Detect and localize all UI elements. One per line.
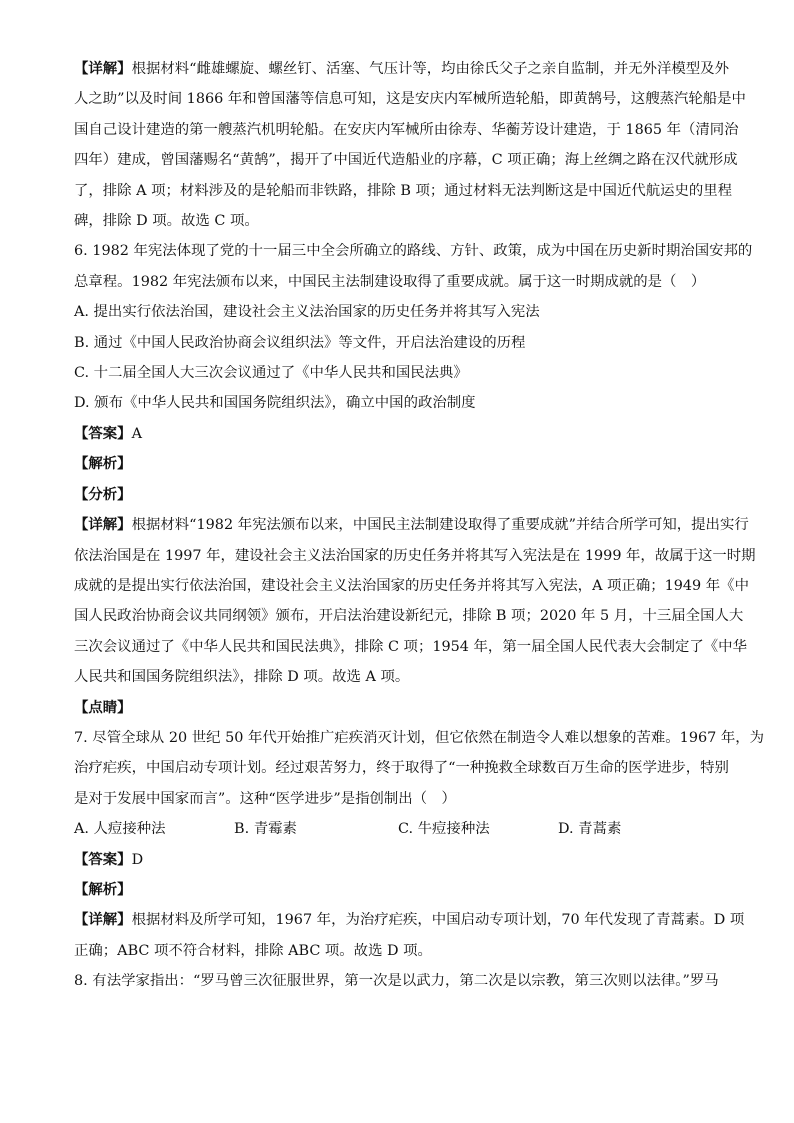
q7-answer-value: D — [131, 851, 144, 868]
q6-detail-line-2: 依法治国是在 1997 年，建设社会主义法治国家的历史任务并将其写入宪法是在 1999 年，故属于这一时期 — [74, 547, 756, 564]
q6-detail-line-4: 国人民政治协商会议共同纲领》颁布，开启法治建设新纪元，排除 B 项；2020 年 5 月，十三届全国人大 — [74, 608, 744, 625]
q6-fenxi-tag: 【分析】 — [74, 486, 132, 503]
q6-detail-line-1: 【详解】根据材料“1982 年宪法颁布以来，中国民主法制建设取得了重要成就”并结合所学可知，提出实行 — [74, 517, 749, 534]
detail-tag: 【详解】 — [74, 912, 132, 929]
q6-analysis-tag: 【解析】 — [74, 456, 132, 473]
q7-stem — [74, 723, 765, 814]
q7-option-c: C. 牛痘接种法 — [398, 821, 490, 838]
q7-stem-line-1: 7. 尽管全球从 20 世纪 50 年代开始推广疟疾消灭计划，但它依然在制造令人难以想象的苦难。1967 年，为 — [74, 729, 765, 746]
q6-detail-line-3: 成就的是提出实行依法治国，建设社会主义法治国家的历史任务并将其写入宪法，A 项正确；1949 年《中 — [74, 577, 749, 594]
q5-detail-line-1: 【详解】根据材料“雌雄螺旋、螺丝钉、活塞、气压计等，均由徐氏父子之亲自监制，并无外洋模型及外 — [74, 61, 729, 77]
q6-option-c: C. 十二届全国人大三次会议通过了《中华人民共和国民法典》 — [74, 365, 468, 382]
q7-detail — [74, 905, 745, 966]
q5-detail-line-4: 四年）建成，曾国藩赐名“黄鹄”，揭开了中国近代造船业的序幕，C 项正确；海上丝绸之路在汉代就形成 — [74, 152, 738, 169]
q7-detail-line-1: 【详解】根据材料及所学可知，1967 年，为治疗疟疾，中国启动专项计划，70 年代发现了青蒿素。D 项 — [74, 912, 745, 929]
q6-stem-line-2: 总章程。1982 年宪法颁布以来，中国民主法制建设取得了重要成就。属于这一时期成就的是（ ） — [74, 273, 706, 290]
detail-tag: 【详解】 — [74, 61, 132, 77]
q7-analysis-tag: 【解析】 — [74, 881, 132, 898]
q6-dianjing-tag: 【点睛】 — [74, 699, 132, 716]
q7-stem-line-2: 治疗疟疾，中国启动专项计划。经过艰苦努力，终于取得了“一种挽救全球数百万生命的医学进步，特别 — [74, 760, 729, 777]
q7-option-d: D. 青蒿素 — [558, 821, 622, 838]
q7-detail-line-2: 正确；ABC 项不符合材料，排除 ABC 项。故选 D 项。 — [74, 942, 432, 959]
q6-option-a: A. 提出实行依法治国，建设社会主义法治国家的历史任务并将其写入宪法 — [74, 304, 540, 321]
q6-detail-line-5: 三次会议通过了《中华人民共和国民法典》，排除 C 项；1954 年，第一届全国人民代表大会制定了《中华 — [74, 638, 747, 655]
document-page — [74, 54, 765, 997]
q5-detail-line-6: 碑，排除 D 项。故选 C 项。 — [74, 213, 259, 230]
q8-stem-line-1: 8. 有法学家指出：“罗马曾三次征服世界，第一次是以武力，第二次是以宗教，第三次则以法律。”罗马 — [74, 973, 719, 990]
q6-option-d: D. 颁布《中华人民共和国国务院组织法》，确立中国的政治制度 — [74, 395, 476, 412]
q7-stem-line-3: 是对于发展中国家而言”。这种“医学进步”是指创制出（ ） — [74, 790, 456, 807]
q6-option-b: B. 通过《中国人民政治协商会议组织法》等文件，开启法治建设的历程 — [74, 334, 526, 351]
q6-stem-line-1: 6. 1982 年宪法体现了党的十一届三中全会所确立的路线、方针、政策，成为中国在历史新时期治国安邦的 — [74, 243, 753, 260]
detail-tag: 【详解】 — [74, 517, 132, 534]
q7-answer — [74, 845, 724, 875]
q8-stem — [74, 966, 724, 996]
q7-option-a: A. 人痘接种法 — [74, 821, 166, 838]
q6-answer — [74, 419, 724, 449]
q5-detail-line-5: 了，排除 A 项；材料涉及的是轮船而非铁路，排除 B 项；通过材料无法判断这是中国近代航运史的里程 — [74, 182, 733, 199]
q6-detail-line-6: 人民共和国国务院组织法》，排除 D 项。故选 A 项。 — [74, 669, 410, 686]
q7-option-b: B. 青霉素 — [234, 821, 297, 838]
q5-detail — [74, 54, 746, 236]
q5-detail-line-3: 国自己设计建造的第一艘蒸汽机明轮船。在安庆内军械所由徐寿、华蘅芳设计建造，于 1865 年（清同治 — [74, 121, 739, 138]
q6-stem — [74, 236, 753, 297]
q5-detail-line-2: 人之助”以及时间 1866 年和曾国藩等信息可知，这是安庆内军械所造轮船，即黄鹄号，这艘蒸汽轮船是中 — [74, 91, 746, 108]
q6-answer-value: A — [131, 425, 142, 442]
answer-tag: 【答案】 — [74, 851, 132, 868]
answer-tag: 【答案】 — [74, 425, 132, 442]
q6-detail — [74, 510, 756, 692]
q7-options — [74, 814, 724, 844]
